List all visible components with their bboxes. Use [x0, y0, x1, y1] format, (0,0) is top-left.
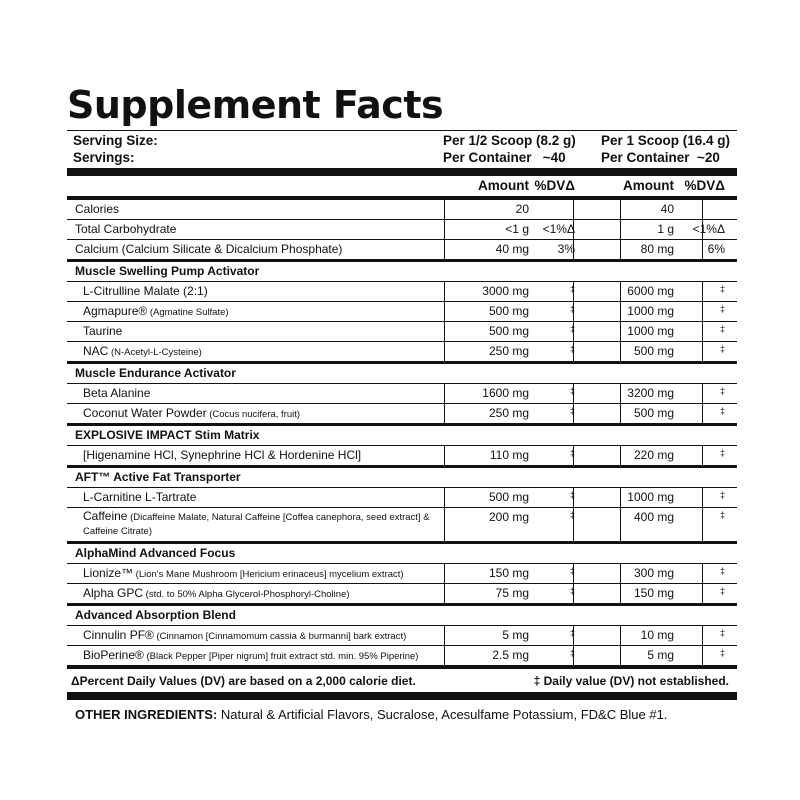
column-divider	[444, 404, 445, 423]
amount-half: <1 g	[505, 222, 529, 236]
amount-full: 1000 mg	[627, 304, 674, 318]
dv-full: ‡	[719, 344, 725, 354]
column-divider	[620, 302, 621, 321]
dv-half: ‡	[569, 628, 575, 638]
ingredient-label	[83, 344, 202, 358]
dv-half: ‡	[569, 386, 575, 396]
ingredient-name: Beta Alanine	[83, 386, 151, 400]
column-divider	[444, 240, 445, 259]
basic-nutrient-rows	[67, 200, 737, 259]
dv-full: 6%	[707, 242, 725, 256]
other-ingredients-text: Natural & Artificial Flavors, Sucralose, Acesulfame Potassium, FD&C Blue #1.	[217, 707, 668, 722]
dv-half: <1%Δ	[542, 222, 575, 236]
amount-header-2: Amount	[623, 178, 674, 193]
ingredient-note: (Agmatine Sulfate)	[147, 307, 229, 318]
dv-half: ‡	[569, 648, 575, 658]
section-header	[67, 465, 737, 487]
amount-half: 110 mg	[489, 448, 529, 462]
column-divider	[702, 220, 703, 239]
amount-half: 150 mg	[488, 566, 529, 580]
ingredient-label	[83, 324, 122, 338]
section-title: AlphaMind Advanced Focus	[75, 546, 236, 560]
column-divider	[444, 282, 445, 301]
section-title: Muscle Swelling Pump Activator	[75, 264, 260, 278]
dv-half: 3%	[557, 242, 575, 256]
ingredient-row	[67, 445, 737, 465]
column-divider	[702, 384, 703, 403]
section-header	[67, 541, 737, 563]
dv-full: ‡	[719, 566, 725, 576]
column-divider	[620, 404, 621, 423]
nutrient-row	[67, 219, 737, 239]
amount-full: 1 g	[657, 222, 674, 236]
not-established-footnote: ‡ Daily value (DV) not established.	[533, 674, 729, 688]
section-header	[67, 259, 737, 281]
amount-half: 1600 mg	[482, 386, 529, 400]
ingredient-row	[67, 625, 737, 645]
ingredient-row	[67, 645, 737, 665]
dv-half: ‡	[569, 406, 575, 416]
serving-header	[67, 130, 737, 168]
column-divider	[444, 322, 445, 341]
amount-half: 250 mg	[488, 344, 529, 358]
column-divider	[573, 584, 574, 603]
column-divider	[573, 626, 574, 645]
ingredient-name: L-Carnitine L-Tartrate	[83, 490, 197, 504]
column-divider	[620, 446, 621, 465]
dv-half: ‡	[569, 344, 575, 354]
ingredient-name: Taurine	[83, 324, 123, 338]
column-divider	[620, 564, 621, 583]
dv-full: ‡	[719, 406, 725, 416]
ingredient-label	[83, 628, 406, 642]
half-scoop-label: Per 1/2 Scoop (8.2 g)	[443, 133, 576, 148]
amount-header-1: Amount	[478, 178, 529, 193]
dv-full: ‡	[719, 490, 725, 500]
amount-half: 20	[515, 202, 529, 216]
ingredient-label	[83, 490, 196, 504]
ingredient-row	[67, 487, 737, 507]
column-divider	[702, 508, 703, 541]
amount-full: 150 mg	[633, 586, 674, 600]
column-divider	[620, 342, 621, 361]
footnotes	[67, 665, 737, 692]
amount-full: 3200 mg	[627, 386, 674, 400]
ingredient-row	[67, 321, 737, 341]
amount-full: 500 mg	[633, 406, 674, 420]
nutrient-label: Calories	[75, 202, 120, 216]
amount-full: 5 mg	[647, 648, 674, 662]
ingredient-row	[67, 383, 737, 403]
ingredient-sections	[67, 259, 737, 665]
column-divider	[620, 282, 621, 301]
dv-half: ‡	[569, 284, 575, 294]
column-divider	[702, 342, 703, 361]
panel-title: Supplement Facts	[67, 83, 444, 127]
ingredient-name: Lionize™	[83, 566, 134, 580]
amount-half: 200 mg	[488, 510, 529, 524]
dv-full: ‡	[719, 586, 725, 596]
amount-half: 500 mg	[488, 304, 529, 318]
column-divider	[444, 584, 445, 603]
column-divider	[702, 282, 703, 301]
dv-footnote: ΔPercent Daily Values (DV) are based on a 2,000 calorie diet.	[71, 674, 416, 688]
dv-half: ‡	[569, 586, 575, 596]
section-header	[67, 423, 737, 445]
column-divider	[620, 200, 621, 219]
ingredient-note: (Black Pepper [Piper nigrum] fruit extract std. min. 95% Piperine)	[143, 651, 419, 662]
ingredient-label	[83, 284, 208, 298]
section-title: Muscle Endurance Activator	[75, 366, 236, 380]
dv-half: ‡	[569, 448, 575, 458]
column-divider	[444, 508, 445, 541]
nutrient-label: Total Carbohydrate	[75, 222, 177, 236]
ingredient-note: (Dicaffeine Malate, Natural Caffeine [Coffea canephora, seed extract] & Caffeine Citrate)	[83, 512, 430, 537]
dv-half: ‡	[569, 324, 575, 334]
column-divider	[620, 508, 621, 541]
section-header	[67, 603, 737, 625]
servings-label: Servings:	[73, 150, 135, 165]
amount-half: 3000 mg	[482, 284, 529, 298]
column-divider	[620, 646, 621, 665]
ingredient-label	[83, 586, 350, 600]
ingredient-note: (Cocus nucifera, fruit)	[206, 409, 301, 420]
column-divider	[573, 404, 574, 423]
column-divider	[573, 564, 574, 583]
dv-half: ‡	[569, 566, 575, 576]
dv-half: ‡	[569, 490, 575, 500]
column-divider	[573, 220, 574, 239]
ingredient-name: NAC	[83, 344, 109, 358]
dv-full: ‡	[719, 324, 725, 334]
column-divider	[573, 646, 574, 665]
dv-half: ‡	[569, 510, 575, 520]
ingredient-label	[83, 648, 418, 662]
column-divider	[620, 488, 621, 507]
ingredient-row	[67, 507, 737, 541]
ingredient-row	[67, 341, 737, 361]
column-divider	[702, 488, 703, 507]
column-divider	[620, 240, 621, 259]
column-divider	[702, 302, 703, 321]
ingredient-name: L-Citrulline Malate (2:1)	[83, 284, 208, 298]
column-divider	[573, 508, 574, 541]
amount-half: 2.5 mg	[492, 648, 529, 662]
amount-full: 500 mg	[633, 344, 674, 358]
column-divider	[573, 342, 574, 361]
amount-full: 40	[660, 202, 674, 216]
column-divider	[444, 384, 445, 403]
amount-half: 250 mg	[488, 406, 529, 420]
supplement-facts-panel	[67, 82, 737, 700]
section-title: Advanced Absorption Blend	[75, 608, 236, 622]
amount-half: 500 mg	[488, 490, 529, 504]
dv-full: ‡	[719, 304, 725, 314]
dv-full: ‡	[719, 284, 725, 294]
ingredient-label	[83, 386, 150, 400]
amount-full: 400 mg	[633, 510, 674, 524]
column-divider	[573, 240, 574, 259]
column-divider	[702, 240, 703, 259]
ingredient-label	[83, 566, 404, 580]
amount-full: 1000 mg	[627, 324, 674, 338]
column-divider	[702, 404, 703, 423]
dv-header-2: %DVΔ	[684, 178, 725, 193]
column-divider	[620, 384, 621, 403]
ingredient-note: (Cinnamon [Cinnamomum cassia & burmanni] bark extract)	[153, 631, 407, 642]
ingredient-name: Caffeine	[83, 509, 128, 523]
ingredient-name: Alpha GPC	[83, 586, 144, 600]
column-divider	[620, 584, 621, 603]
section-title: AFT™ Active Fat Transporter	[75, 470, 241, 484]
full-scoop-label: Per 1 Scoop (16.4 g)	[601, 133, 731, 148]
amount-full: 1000 mg	[627, 490, 674, 504]
ingredient-row	[67, 583, 737, 603]
column-divider	[573, 282, 574, 301]
section-title: EXPLOSIVE IMPACT Stim Matrix	[75, 428, 260, 442]
column-divider	[444, 220, 445, 239]
amount-full: 220 mg	[633, 448, 674, 462]
ingredient-row	[67, 281, 737, 301]
dv-full: ‡	[719, 648, 725, 658]
ingredient-row	[67, 563, 737, 583]
section-header	[67, 361, 737, 383]
column-divider	[573, 200, 574, 219]
column-divider	[573, 488, 574, 507]
column-divider	[702, 200, 703, 219]
amount-half: 40 mg	[495, 242, 529, 256]
column-divider	[702, 584, 703, 603]
nutrient-row	[67, 239, 737, 259]
column-divider	[444, 342, 445, 361]
column-divider	[444, 488, 445, 507]
ingredient-name: Coconut Water Powder	[83, 406, 207, 420]
amount-full: 10 mg	[640, 628, 674, 642]
half-container-label: Per Container ~40	[443, 150, 566, 165]
nutrient-row	[67, 200, 737, 219]
ingredient-label	[83, 406, 300, 420]
dv-full: <1%Δ	[692, 222, 725, 236]
nutrient-label: Calcium (Calcium Silicate & Dicalcium Phosphate)	[75, 242, 343, 256]
column-divider	[573, 446, 574, 465]
amount-half: 75 mg	[495, 586, 529, 600]
serving-size-label: Serving Size:	[73, 133, 158, 148]
column-divider	[620, 220, 621, 239]
ingredient-name: [Higenamine HCl, Synephrine HCl & Hordenine HCl]	[83, 448, 362, 462]
column-divider	[444, 302, 445, 321]
column-divider	[444, 646, 445, 665]
column-divider	[444, 200, 445, 219]
full-container-label: Per Container ~20	[601, 150, 720, 165]
column-header-row	[67, 168, 737, 196]
column-divider	[444, 626, 445, 645]
ingredient-name: Cinnulin PF®	[83, 628, 154, 642]
amount-half: 5 mg	[502, 628, 529, 642]
ingredient-note: (Lion's Mane Mushroom [Hericium erinaceus] mycelium extract)	[133, 569, 404, 580]
other-ingredients-label: OTHER INGREDIENTS:	[75, 707, 218, 722]
amount-full: 80 mg	[640, 242, 674, 256]
ingredient-note: (std. to 50% Alpha Glycerol-Phosphoryl-Choline)	[143, 589, 350, 600]
other-ingredients	[75, 707, 667, 722]
column-divider	[702, 626, 703, 645]
ingredient-note: (N-Acetyl-L-Cysteine)	[108, 347, 202, 358]
column-divider	[702, 646, 703, 665]
column-divider	[620, 626, 621, 645]
ingredient-label	[83, 510, 453, 538]
column-divider	[444, 564, 445, 583]
dv-full: ‡	[719, 510, 725, 520]
dv-full: ‡	[719, 386, 725, 396]
ingredient-name: Agmapure®	[83, 304, 148, 318]
dv-full: ‡	[719, 628, 725, 638]
amount-half: 500 mg	[488, 324, 529, 338]
ingredient-name: BioPerine®	[83, 648, 144, 662]
amount-full: 6000 mg	[627, 284, 674, 298]
ingredient-label	[83, 448, 361, 462]
column-divider	[573, 302, 574, 321]
ingredient-label	[83, 304, 229, 318]
dv-half: ‡	[569, 304, 575, 314]
column-divider	[702, 446, 703, 465]
column-divider	[702, 322, 703, 341]
amount-full: 300 mg	[633, 566, 674, 580]
column-divider	[573, 322, 574, 341]
dv-header-1: %DVΔ	[534, 178, 575, 193]
dv-full: ‡	[719, 448, 725, 458]
column-divider	[620, 322, 621, 341]
column-divider	[444, 446, 445, 465]
ingredient-row	[67, 403, 737, 423]
ingredient-row	[67, 301, 737, 321]
column-divider	[573, 384, 574, 403]
column-divider	[702, 564, 703, 583]
